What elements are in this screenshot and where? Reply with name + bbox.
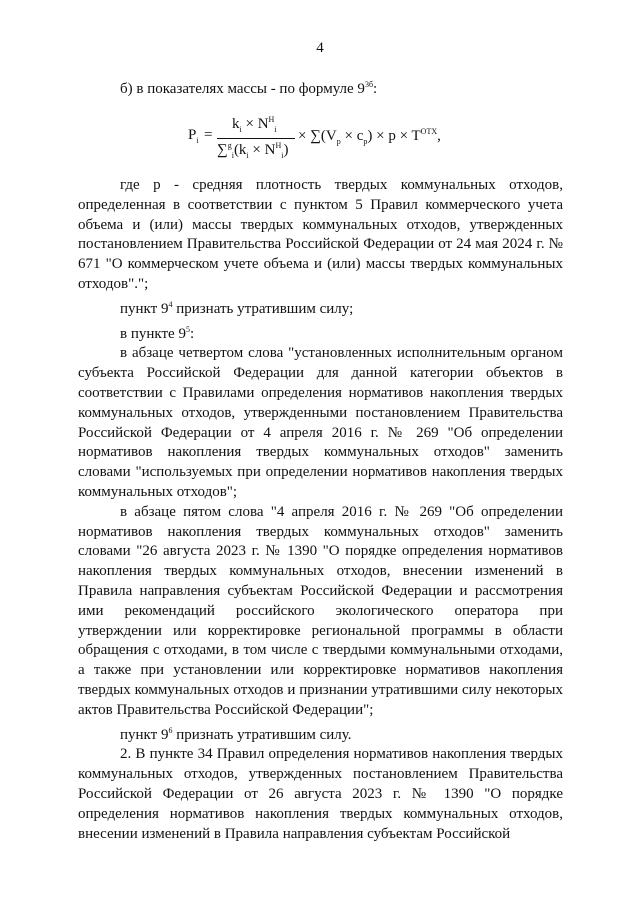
paragraph-clause-9-5: в пункте $9^5$: — [120, 324, 195, 342]
paragraph-fourth-subclause: в абзаце четвертом слова "установленных исполнительным органом субъекта Российской Федерации для данной категории объектов в соответствии с Правилами определения нормативов накопления твердых коммунальных отходов, утвержденными постановлением Правительства Российской Федерации от 4 апреля 2016 г. № 269 "Об определении нормативов накопления твердых коммунальных отходов" заменить словами "используемых при определении нормативов накопления твердых коммунальных отходов"; — [78, 345, 563, 500]
paragraph-clause-9-6: пункт $9^6$ признать утратившим силу. — [120, 725, 352, 743]
document-body — [78, 176, 563, 844]
formula-numerator: $k_i \times N^Н_i$ — [232, 115, 277, 134]
intro-superscript: 3б — [364, 80, 374, 89]
formula-equals: = — [204, 127, 213, 143]
paragraph-fifth-subclause: в абзаце пятом слова "4 апреля 2016 г. № 269 "Об определении нормативов накопления твердых коммунальных отходов" заменить словами "26 августа 2023 г. № 1390 "О порядке определения нормативов накопления твердых коммунальных отходов, внесении изменений в Правила направления субъектам Российской Федерации и рассмотрения ими рекомендаций российского экологического оператора при утверждении или корректировке региональной программы в области обращения с отходами, в том числе с твердыми коммунальными отходами, а также при установлении или корректировке нормативов накопления твердых коммунальных отходов и признании утратившими силу некоторых актов Правительства Российской Федерации"; — [78, 503, 563, 718]
page-number: 4 — [316, 40, 324, 56]
paragraph-density-definition: где р - средняя плотность твердых коммунальных отходов, определенная в соответствии с пунктом 5 Правил коммерческого учета объема и (или) массы твердых коммунальных отходов, утвержденных постановлением Правительства Российской Федерации от 24 мая 2024 г. № 671 "О коммерческом учете объема и (или) массы твердых коммунальных отходов"."; — [78, 177, 563, 292]
intro-line — [120, 80, 377, 98]
paragraph-clause-9-4: пункт $9^4$ признать утратившим силу; — [120, 299, 354, 317]
fraction-bar — [217, 138, 295, 139]
intro-text: б) в показателях массы - по формуле 9 — [120, 81, 365, 97]
formula-rhs: × $\sum(V_p \times c_p) \times p \times T^{ОТХ}$, — [298, 127, 441, 146]
intro-tail: : — [373, 81, 378, 97]
formula-denominator: $\sum^g_i(k_i \times N^Н_i)$ — [217, 141, 289, 160]
formula-lhs: $P_i$ — [188, 127, 199, 145]
paragraph-item-2: 2. В пункте 34 Правил определения нормативов накопления твердых коммунальных отходов, утвержденных постановлением Правительства Российской Федерации от 26 августа 2023 г. № 1390 "О порядке определения нормативов накопления твердых коммунальных отходов, внесении изменений в Правила направления субъектам Российской — [78, 746, 563, 842]
mass-formula — [188, 112, 518, 168]
